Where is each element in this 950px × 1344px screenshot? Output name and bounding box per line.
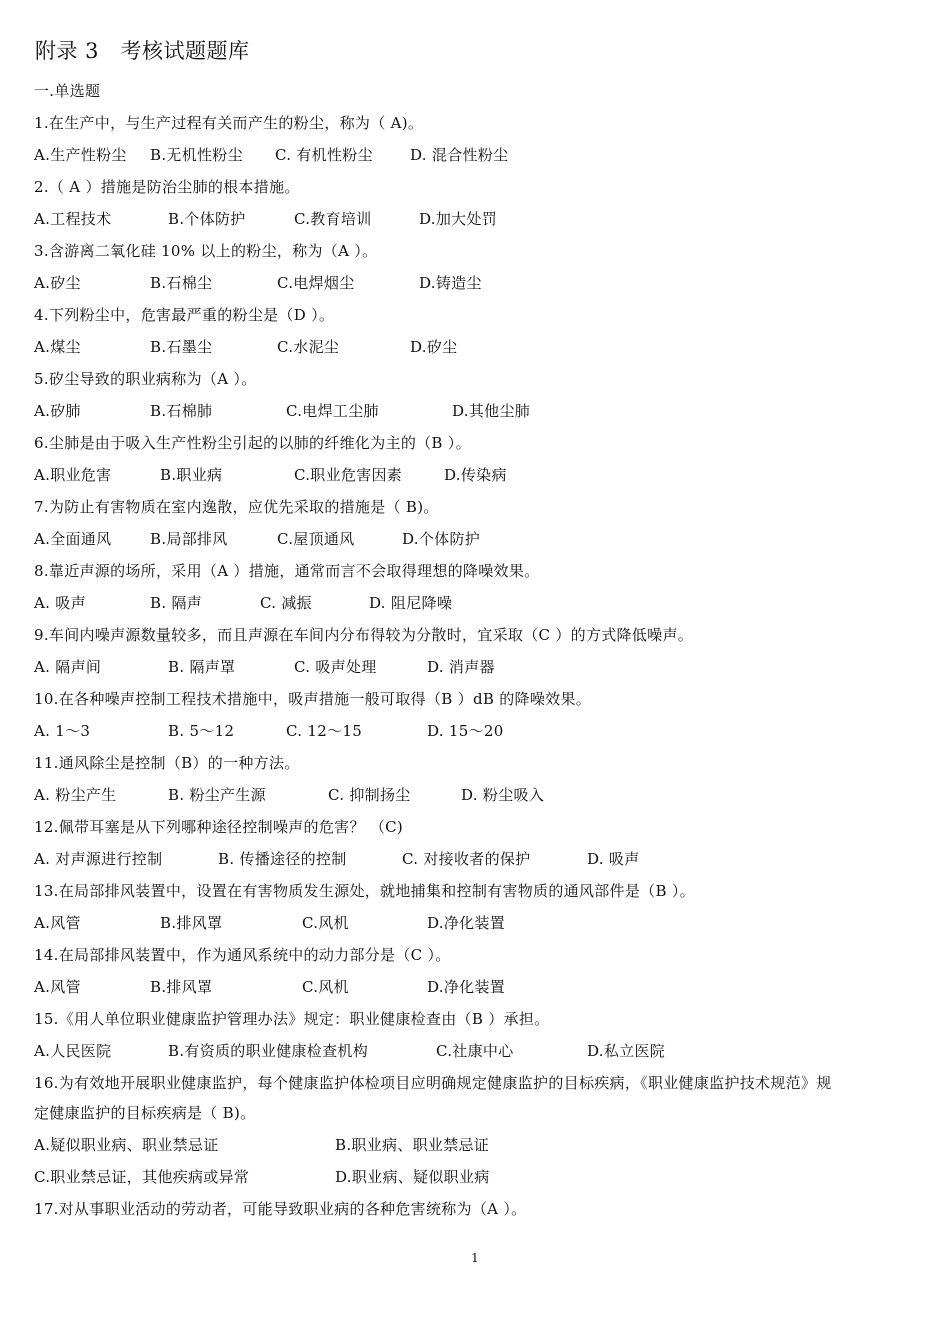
answer-option: A.矽肺	[34, 402, 81, 420]
answer-option: B. 传播途径的控制	[218, 850, 347, 868]
answer-option: C.风机	[302, 978, 349, 996]
answer-option: B.石棉肺	[150, 402, 213, 420]
question-text: 11.通风除尘是控制（B）的一种方法。	[34, 754, 300, 772]
answer-option: D.职业病、疑似职业病	[335, 1168, 490, 1186]
question-text: 3.含游离二氧化硅 10% 以上的粉尘，称为（A ）。	[34, 242, 378, 260]
answer-option: A.疑似职业病、职业禁忌证	[34, 1136, 219, 1154]
answer-option: D. 混合性粉尘	[410, 146, 509, 164]
section-heading: 一.单选题	[34, 82, 101, 100]
answer-option: B.石棉尘	[150, 274, 213, 292]
answer-option: C.社康中心	[436, 1042, 514, 1060]
answer-option: B.排风罩	[160, 914, 223, 932]
question-text: 10.在各种噪声控制工程技术措施中，吸声措施一般可取得（B ）dB 的降噪效果。	[34, 690, 592, 708]
answer-option: B.局部排风	[150, 530, 228, 548]
answer-option: C. 对接收者的保护	[402, 850, 531, 868]
question-text: 13.在局部排风装置中，设置在有害物质发生源处，就地捕集和控制有害物质的通风部件是（B ）。	[34, 882, 695, 900]
answer-option: B.职业病、职业禁忌证	[335, 1136, 490, 1154]
answer-option: D.传染病	[444, 466, 507, 484]
answer-option: B.石墨尘	[150, 338, 213, 356]
answer-option: D.矽尘	[410, 338, 458, 356]
answer-option: A. 粉尘产生	[34, 786, 117, 804]
question-text: 7.为防止有害物质在室内逸散，应优先采取的措施是（ B)。	[34, 498, 439, 516]
answer-option: A. 对声源进行控制	[34, 850, 163, 868]
answer-option: C. 12～15	[286, 722, 363, 740]
answer-option: C. 吸声处理	[294, 658, 377, 676]
answer-option: B. 粉尘产生源	[168, 786, 266, 804]
answer-option: D.铸造尘	[419, 274, 482, 292]
question-text: 15.《用人单位职业健康监护管理办法》规定：职业健康检查由（B ）承担。	[34, 1010, 550, 1028]
answer-option: C. 减振	[260, 594, 312, 612]
answer-option: A. 隔声间	[34, 658, 102, 676]
answer-option: C.屋顶通风	[277, 530, 355, 548]
question-text: 16.为有效地开展职业健康监护，每个健康监护体检项目应明确规定健康监护的目标疾病，《职业健康监护技术规范》规	[34, 1074, 832, 1092]
question-text: 14.在局部排风装置中，作为通风系统中的动力部分是（C ）。	[34, 946, 451, 964]
answer-option: C.电焊烟尘	[277, 274, 355, 292]
page-number: 1	[471, 1251, 479, 1265]
answer-option: A.全面通风	[34, 530, 112, 548]
answer-option: B. 5～12	[168, 722, 235, 740]
question-text: 17.对从事职业活动的劳动者，可能导致职业病的各种危害统称为（A ）。	[34, 1200, 527, 1218]
page-title: 附录 3 考核试题题库	[35, 39, 250, 63]
question-text: 8.靠近声源的场所，采用（A ）措施，通常而言不会取得理想的降噪效果。	[34, 562, 540, 580]
answer-option: A.人民医院	[34, 1042, 112, 1060]
answer-option: A.矽尘	[34, 274, 81, 292]
question-text: 2.（ A ）措施是防治尘肺的根本措施。	[34, 178, 300, 196]
answer-option: C. 有机性粉尘	[275, 146, 373, 164]
answer-option: D.净化装置	[427, 914, 506, 932]
answer-option: C.风机	[302, 914, 349, 932]
answer-option: A.风管	[34, 914, 81, 932]
answer-option: D. 阻尼降噪	[369, 594, 453, 612]
answer-option: C.电焊工尘肺	[286, 402, 379, 420]
answer-option: C.水泥尘	[277, 338, 340, 356]
answer-option: B.无机性粉尘	[150, 146, 243, 164]
question-text: 4.下列粉尘中，危害最严重的粉尘是（D ）。	[34, 306, 335, 324]
question-text: 9.车间内噪声源数量较多，而且声源在车间内分布得较为分散时，宜采取（C ）的方式降低噪声。	[34, 626, 694, 644]
question-text: 6.尘肺是由于吸入生产性粉尘引起的以肺的纤维化为主的（B ）。	[34, 434, 471, 452]
answer-option: D. 15～20	[427, 722, 504, 740]
answer-option: D.净化装置	[427, 978, 506, 996]
answer-option: A.风管	[34, 978, 81, 996]
answer-option: D.加大处罚	[419, 210, 498, 228]
answer-option: B.个体防护	[168, 210, 246, 228]
question-text: 定健康监护的目标疾病是（ B)。	[34, 1104, 256, 1122]
answer-option: C.职业禁忌证，其他疾病或异常	[34, 1168, 250, 1186]
answer-option: D. 吸声	[587, 850, 640, 868]
answer-option: B.职业病	[160, 466, 223, 484]
answer-option: D. 粉尘吸入	[461, 786, 545, 804]
answer-option: C. 抑制扬尘	[328, 786, 411, 804]
answer-option: D.个体防护	[402, 530, 481, 548]
question-text: 1.在生产中，与生产过程有关而产生的粉尘，称为（ A)。	[34, 114, 424, 132]
answer-option: A.煤尘	[34, 338, 81, 356]
answer-option: C.职业危害因素	[294, 466, 403, 484]
answer-option: A.生产性粉尘	[34, 146, 127, 164]
answer-option: A.工程技术	[34, 210, 112, 228]
answer-option: A. 1～3	[34, 722, 91, 740]
answer-option: A.职业危害	[34, 466, 112, 484]
answer-option: D.私立医院	[587, 1042, 666, 1060]
answer-option: B. 隔声罩	[168, 658, 236, 676]
answer-option: C.教育培训	[294, 210, 372, 228]
answer-option: B.排风罩	[150, 978, 213, 996]
question-text: 5.矽尘导致的职业病称为（A ）。	[34, 370, 257, 388]
answer-option: B.有资质的职业健康检查机构	[168, 1042, 368, 1060]
answer-option: D. 消声器	[427, 658, 495, 676]
answer-option: D.其他尘肺	[452, 402, 531, 420]
answer-option: B. 隔声	[150, 594, 203, 612]
question-text: 12.佩带耳塞是从下列哪种途径控制噪声的危害？ （C)	[34, 818, 404, 836]
answer-option: A. 吸声	[34, 594, 86, 612]
